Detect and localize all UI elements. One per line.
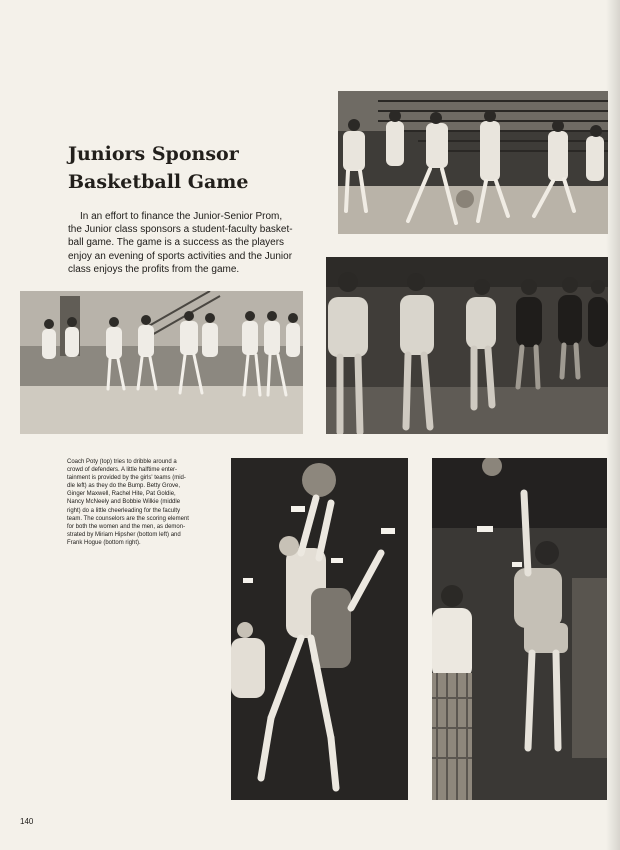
photo-girls-halftime-bump bbox=[20, 291, 303, 434]
headline-line-2: Basketball Game bbox=[68, 171, 249, 193]
caption-line-2: crowd of defenders. A little halftime enter- bbox=[67, 467, 178, 474]
caption-line-3: tainment is provided by the girls' teams (mid- bbox=[67, 475, 186, 482]
intro-line-1: In an effort to finance the Junior-Senior Prom, bbox=[80, 211, 283, 222]
caption-line-9: for both the women and the men, as demon- bbox=[67, 523, 186, 530]
page-edge-shadow bbox=[606, 0, 620, 850]
intro-paragraph bbox=[68, 210, 318, 276]
caption-line-7: right) do a little cheerleading for the faculty bbox=[67, 507, 181, 514]
photo-frank-hogue-shot bbox=[432, 458, 607, 800]
photo-miriam-hipsher-shot bbox=[231, 458, 408, 800]
photo-coach-dribbling bbox=[338, 91, 608, 234]
caption-line-8: team. The counselors are the scoring element bbox=[67, 515, 189, 522]
photo-cheerleading-faculty bbox=[326, 257, 608, 434]
intro-line-3: ball game. The game is a success as the players bbox=[68, 237, 285, 249]
page-number: 140 bbox=[20, 817, 34, 826]
intro-line-2: the Junior class sponsors a student-faculty basket- bbox=[68, 224, 293, 236]
caption-line-6: Nancy McNeely and Bobbie Wilkie (middle bbox=[67, 499, 181, 506]
intro-line-5: class enjoys the profits from the game. bbox=[68, 263, 240, 275]
caption-line-1: Coach Poty (top) tries to dribble around a bbox=[67, 459, 177, 465]
caption-line-11: Frank Hogue (bottom right). bbox=[67, 539, 141, 546]
caption-line-10: strated by Miriam Hipsher (bottom left) and bbox=[67, 531, 181, 538]
headline-line-1: Juniors Sponsor bbox=[68, 143, 239, 165]
headline bbox=[68, 140, 318, 196]
caption-line-4: dle left) as they do the Bump. Betty Grove, bbox=[67, 483, 181, 490]
intro-line-4: enjoy an evening of sports activities and the Junior bbox=[68, 250, 293, 262]
photo-caption bbox=[67, 458, 217, 547]
caption-line-5: Ginger Maxwell, Rachel Hite, Pat Goldie, bbox=[67, 491, 176, 498]
